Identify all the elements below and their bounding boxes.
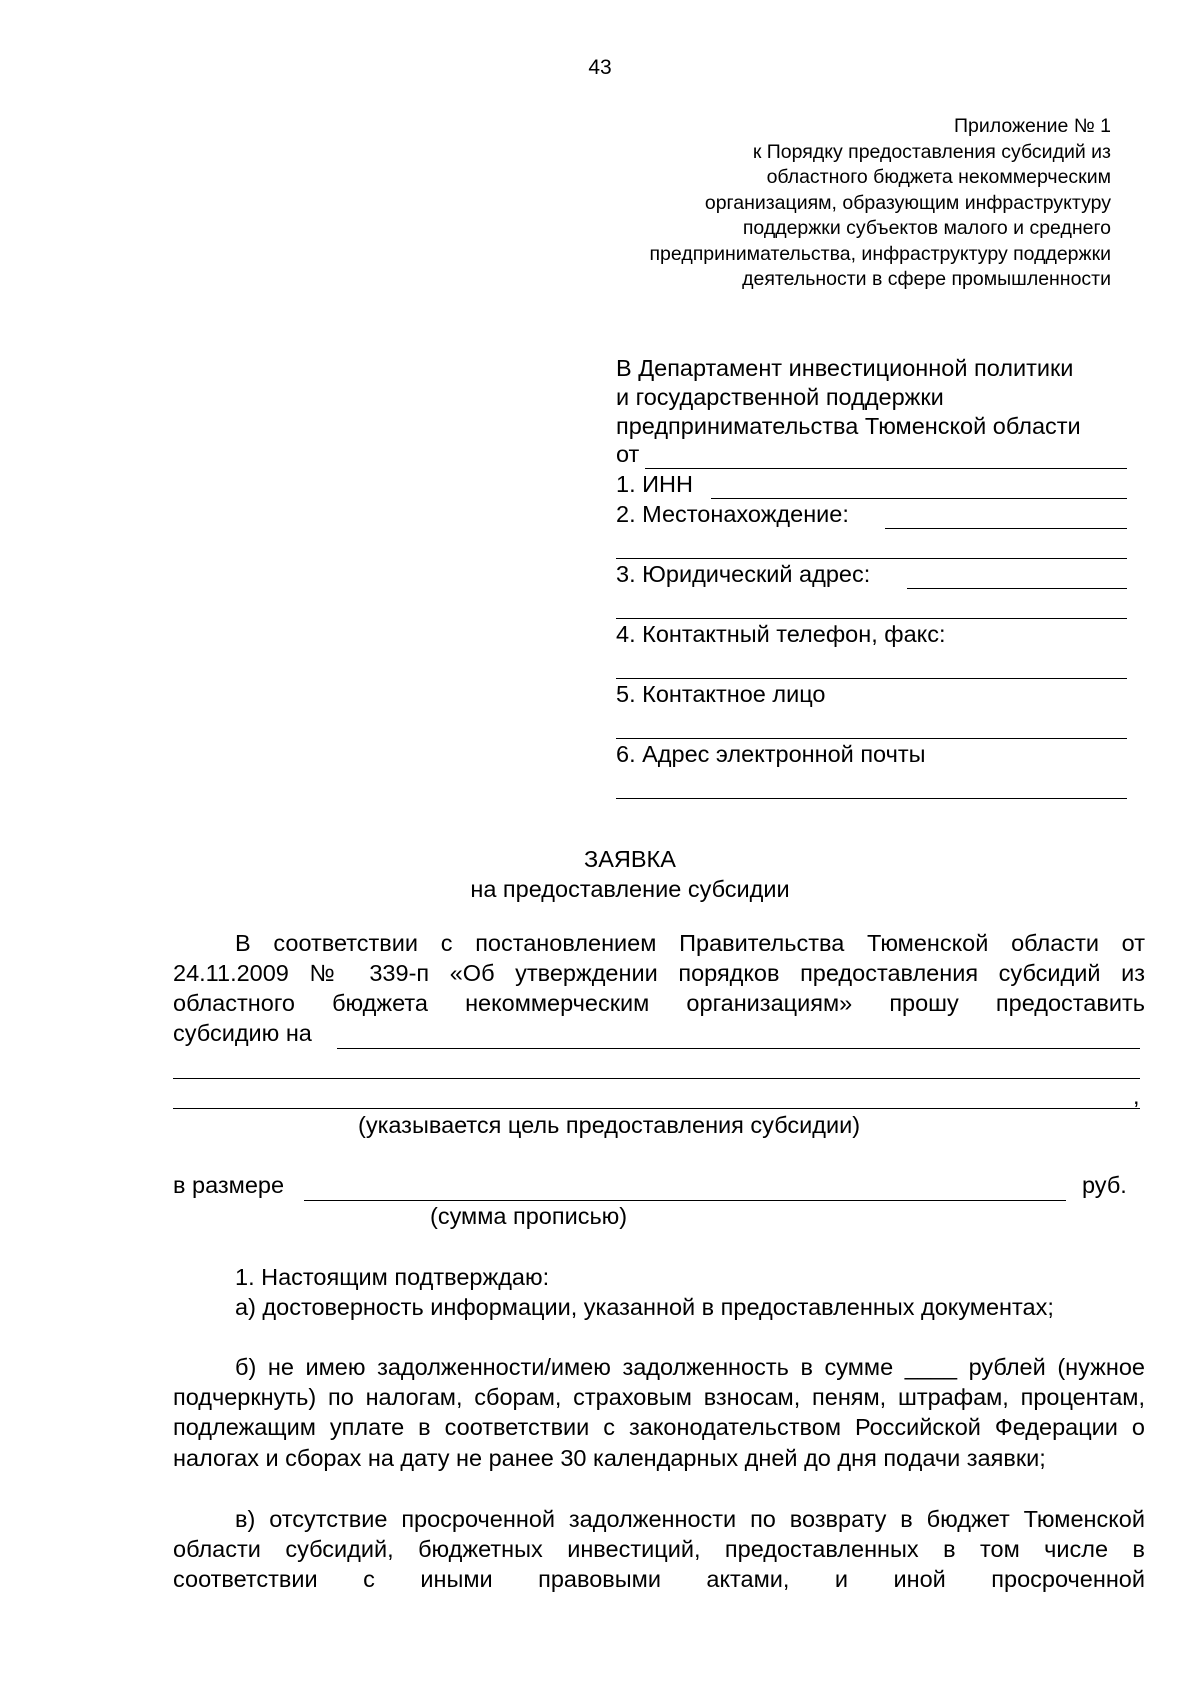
- location-field-line[interactable]: [885, 528, 1127, 529]
- inn-field-line[interactable]: [711, 498, 1127, 499]
- amount-label: в размере: [173, 1172, 285, 1198]
- location-label: 2. Местонахождение:: [616, 501, 849, 527]
- location-field-line-2[interactable]: [616, 558, 1127, 559]
- addressee-block: [616, 354, 1136, 441]
- appendix-line: предпринимательства, инфраструктуру поддержки: [649, 242, 1111, 265]
- appendix-line: деятельности в сфере промышленности: [742, 268, 1111, 290]
- appendix-line: к Порядку предоставления субсидий из: [752, 140, 1111, 163]
- subsidy-for-label: субсидию на: [173, 1020, 312, 1046]
- appendix-line: организациям, образующим инфраструктуру: [704, 191, 1111, 214]
- subsidy-purpose-line-2[interactable]: [173, 1078, 1140, 1079]
- contact-person-label: 5. Контактное лицо: [616, 681, 826, 707]
- legal-address-field-line-2[interactable]: [616, 618, 1127, 619]
- addressee-line: предпринимательства Тюменской области: [616, 413, 1081, 439]
- phone-field-line[interactable]: [616, 678, 1127, 679]
- legal-address-field-line[interactable]: [907, 588, 1127, 589]
- addressee-line: В Департамент инвестиционной политики: [616, 355, 1074, 381]
- page-number: 43: [588, 56, 612, 79]
- amount-hint: (сумма прописью): [430, 1203, 628, 1229]
- subsidy-purpose-line-3[interactable]: [173, 1108, 1140, 1109]
- legal-address-label: 3. Юридический адрес:: [616, 561, 871, 587]
- item-v: в) отсутствие просроченной задолженности по возврату в бюджет Тюменской области субсидий, бюджетных инвестиций, предоставленных в том числе в соответствии с иными правовыми актами, и иной просроченной: [173, 1506, 1145, 1593]
- appendix-line: поддержки субъектов малого и среднего: [742, 217, 1111, 239]
- amount-field-line[interactable]: [304, 1200, 1066, 1201]
- document-title: ЗАЯВКА: [584, 846, 676, 872]
- email-field-line[interactable]: [616, 798, 1127, 799]
- confirm-heading: 1. Настоящим подтверждаю:: [235, 1264, 550, 1290]
- from-field-line[interactable]: [645, 468, 1127, 469]
- from-label: от: [616, 441, 640, 467]
- phone-label: 4. Контактный телефон, факс:: [616, 621, 946, 647]
- amount-unit: руб.: [1082, 1172, 1127, 1198]
- appendix-line: областного бюджета некоммерческим: [766, 166, 1111, 188]
- appendix-header: [551, 114, 1111, 293]
- document-subtitle: на предоставление субсидии: [470, 876, 790, 902]
- subsidy-purpose-line-1[interactable]: [337, 1048, 1140, 1049]
- appendix-line: Приложение № 1: [954, 115, 1111, 137]
- inn-label: 1. ИНН: [616, 471, 693, 497]
- email-label: 6. Адрес электронной почты: [616, 741, 926, 767]
- intro-paragraph: В соответствии с постановлением Правительства Тюменской области от 24.11.2009 № 339-п «Об утверждении порядков предоставления субсидий из областного бюджета некоммерческим организациям» прошу предоставить: [173, 930, 1145, 1017]
- addressee-line: и государственной поддержки: [616, 384, 944, 410]
- item-a: а) достоверность информации, указанной в предоставленных документах;: [235, 1294, 1054, 1320]
- purpose-hint: (указывается цель предоставления субсидии): [358, 1112, 861, 1138]
- contact-person-field-line[interactable]: [616, 738, 1127, 739]
- trailing-comma: ,: [1133, 1083, 1140, 1109]
- item-b: б) не имею задолженности/имею задолженность в сумме ____ рублей (нужное подчеркнуть) по налогам, сборам, страховым взносам, пеням, штрафам, процентам, подлежащим уплате в соответствии с законодательством Российской Федерации о налогах и сборах на дату не ранее 30 календарных дней до дня подачи заявки;: [173, 1354, 1145, 1471]
